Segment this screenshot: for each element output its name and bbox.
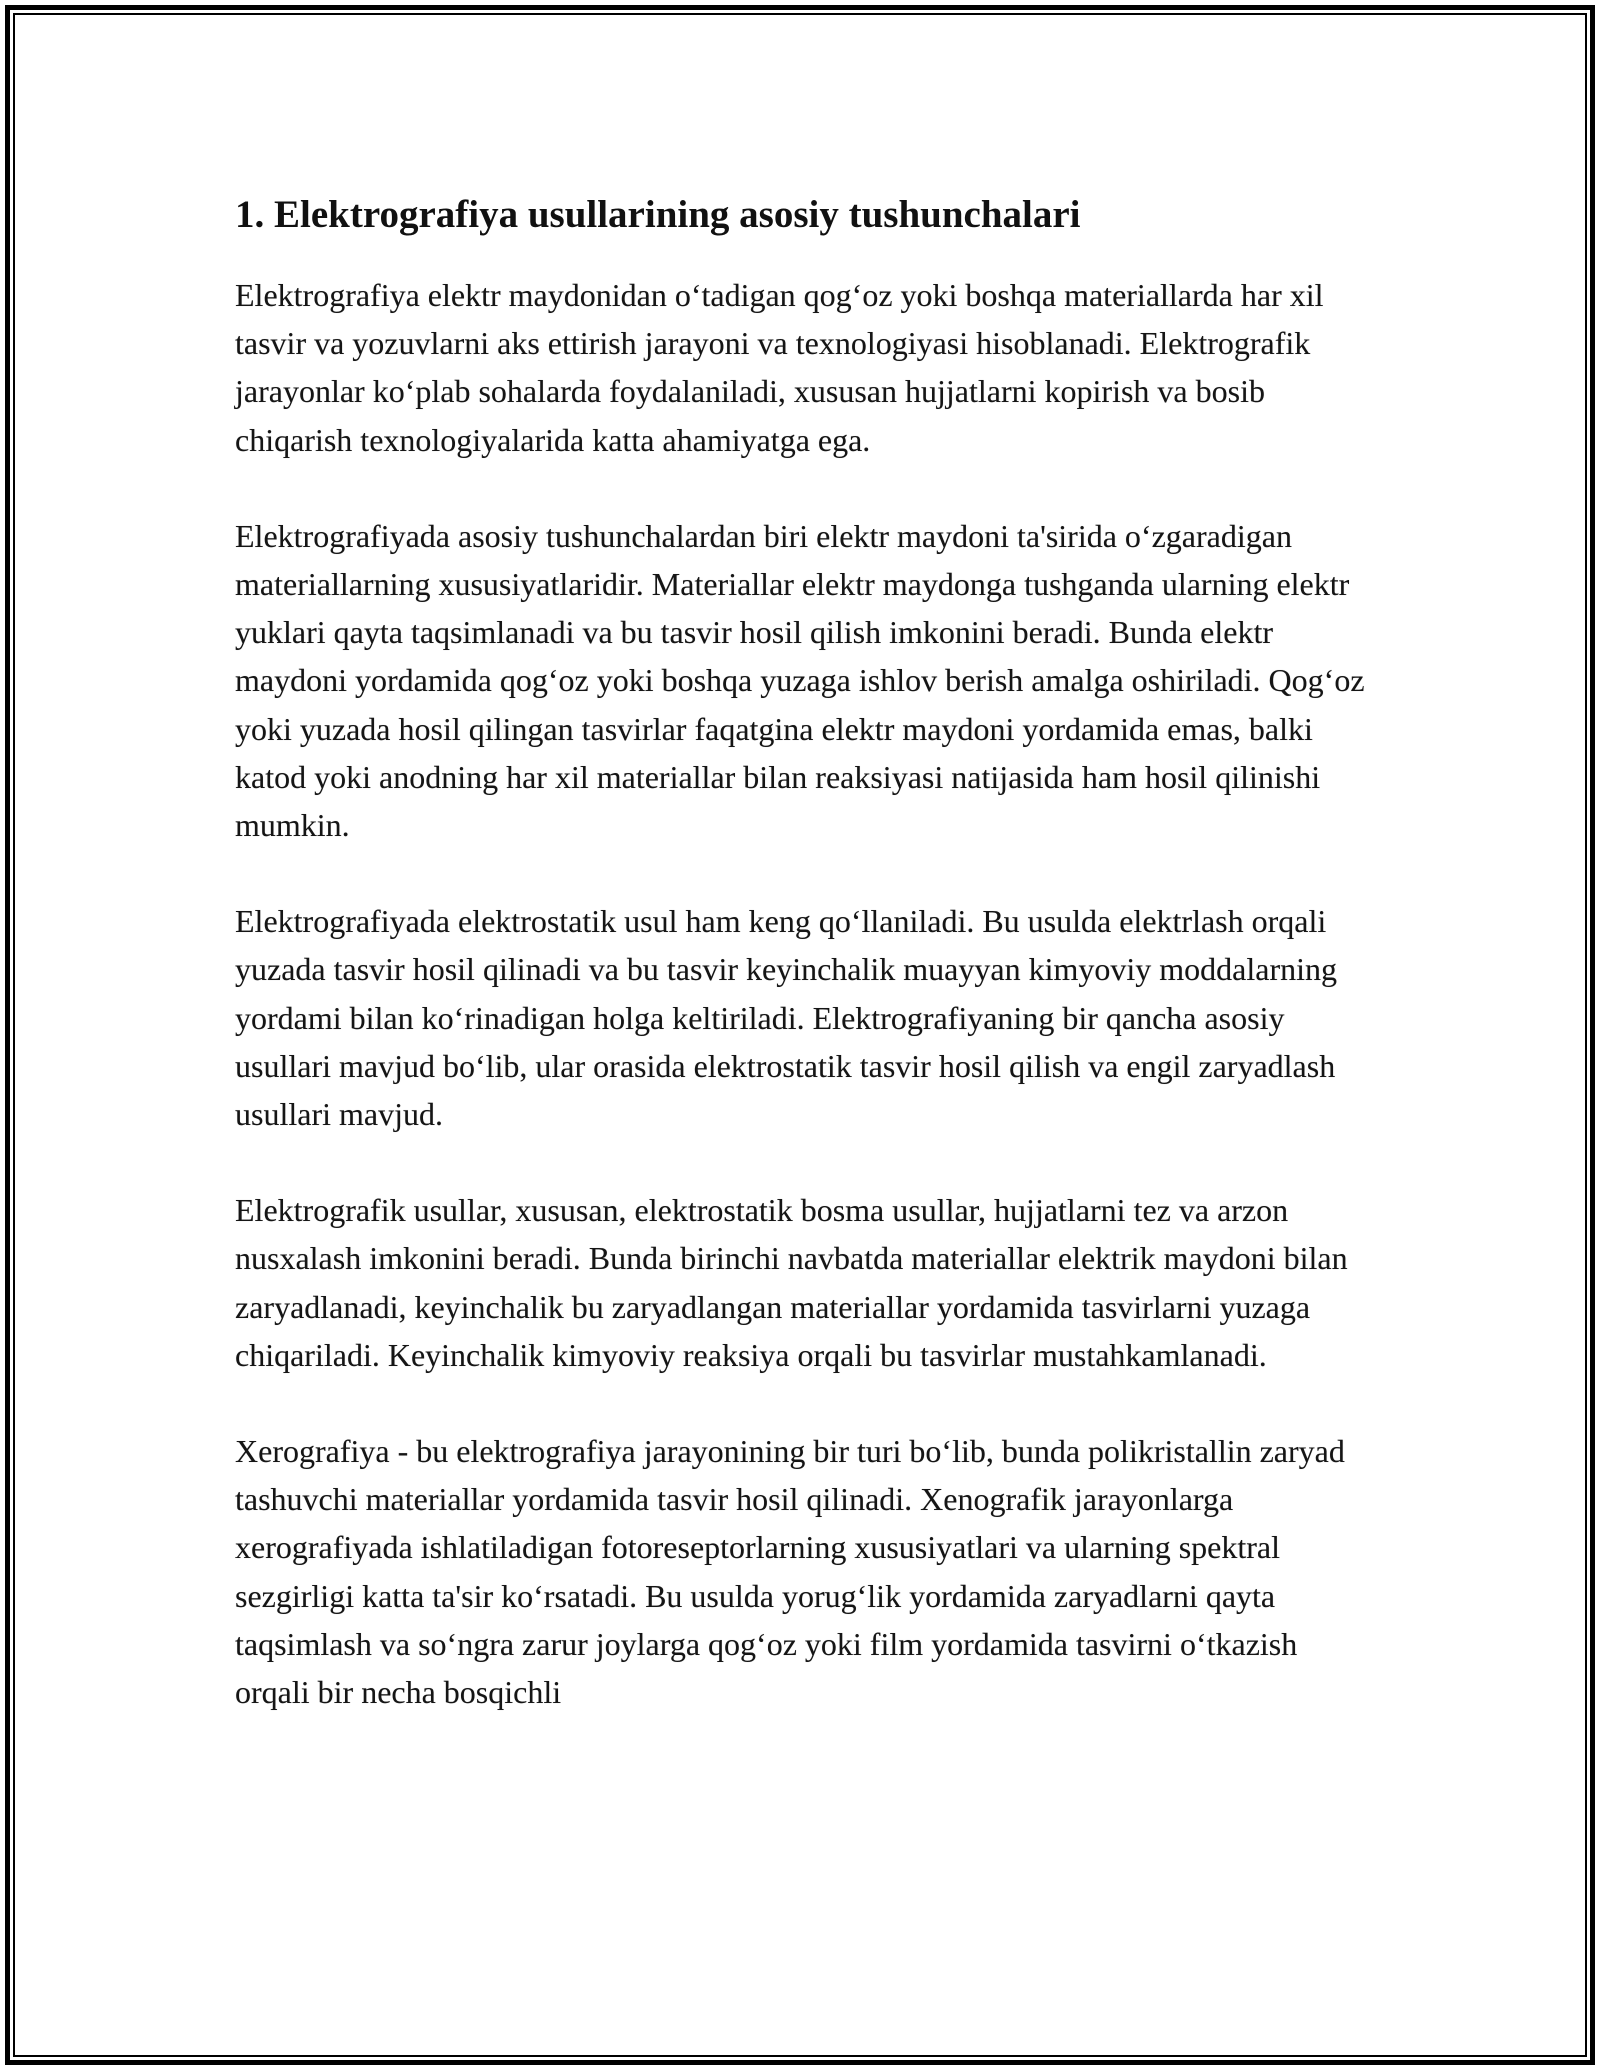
paragraph-4: Elektrografik usullar, xususan, elektrostatik bosma usullar, hujjatlarni tez va arzon nusxalash imkonini beradi. Bunda birinchi navbatda materiallar elektrik maydoni bilan zaryadlanadi, keyinchalik bu zaryadlangan materiallar yordamida tasvirlarni yuzaga chiqariladi. Keyinchalik kimyoviy reaksiya orqali bu tasvirlar mustahkamlanadi. xyxy=(235,1192,1348,1373)
section-heading: 1. Elektrografiya usullarining asosiy tushunchalari xyxy=(235,193,1081,236)
document-body xyxy=(235,187,1365,1764)
paragraph-1: Elektrografiya elektr maydonidan o‘tadigan qog‘oz yoki boshqa materiallarda har xil tasvir va yozuvlarni aks ettirish jarayoni va texnologiyasi hisoblanadi. Elektrografik jarayonlar ko‘plab sohalarda foydalaniladi, xususan hujjatlarni kopirish va bosib chiqarish texnologiyalarida katta ahamiyatga ega. xyxy=(235,277,1324,458)
paragraph-3: Elektrografiyada elektrostatik usul ham keng qo‘llaniladi. Bu usulda elektrlash orqali yuzada tasvir hosil qilinadi va bu tasvir keyinchalik muayyan kimyoviy moddalarning yordami bilan ko‘rinadigan holga keltiriladi. Elektrografiyaning bir qancha asosiy usullari mavjud bo‘lib, ular orasida elektrostatik tasvir hosil qilish va engil zaryadlash usullari mavjud. xyxy=(235,903,1337,1133)
paragraph-2: Elektrografiyada asosiy tushunchalardan biri elektr maydoni ta'sirida o‘zgaradigan materiallarning xususiyatlaridir. Materiallar elektr maydonga tushganda ularning elektr yuklari qayta taqsimlanadi va bu tasvir hosil qilish imkonini beradi. Bunda elektr maydoni yordamida qog‘oz yoki boshqa yuzaga ishlov berish amalga oshiriladi. Qog‘oz yoki yuzada hosil qilingan tasvirlar faqatgina elektr maydoni yordamida emas, balki katod yoki anodning har xil materiallar bilan reaksiyasi natijasida ham hosil qilinishi mumkin. xyxy=(235,517,1365,844)
paragraph-5: Xerografiya - bu elektrografiya jarayonining bir turi bo‘lib, bunda polikristallin zaryad tashuvchi materiallar yordamida tasvir hosil qilinadi. Xenografik jarayonlarga xerografiyada ishlatiladigan fotoreseptorlarning xususiyatlari va ularning spektral sezgirligi katta ta'sir ko‘rsatadi. Bu usulda yorug‘lik yordamida zaryadlarni qayta taqsimlash va so‘ngra zarur joylarga qog‘oz yoki film yordamida tasvirni o‘tkazish orqali bir necha bosqichli xyxy=(235,1433,1345,1711)
